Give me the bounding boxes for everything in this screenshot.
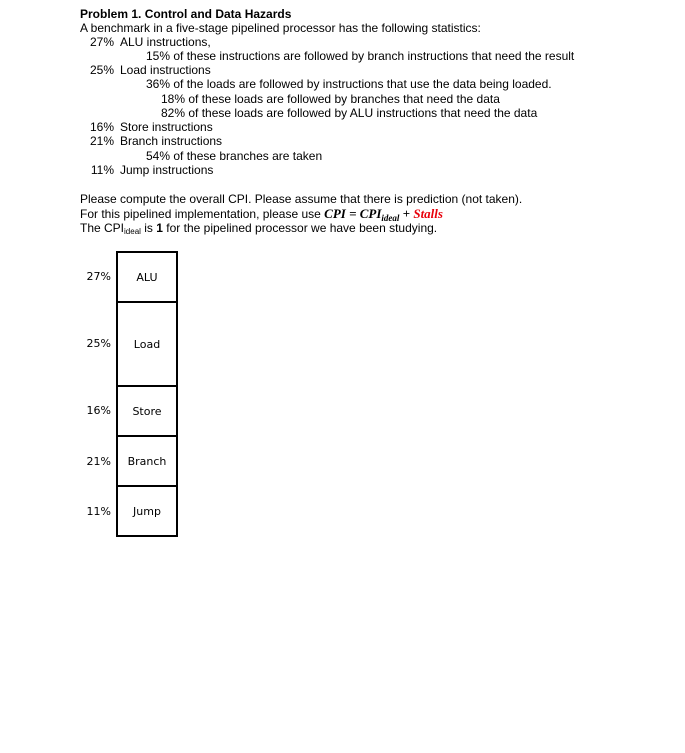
- formula-cpi: CPI: [359, 206, 382, 221]
- stat-branch-text: Branch instructions: [120, 134, 223, 148]
- stat-load-note-1: 36% of the loads are followed by instructions that use the data being loaded.: [146, 77, 552, 91]
- stat-alu-text: ALU instructions,: [120, 35, 211, 49]
- stat-load-pct: 25%: [89, 63, 114, 77]
- cpi-ideal-line: [80, 221, 437, 239]
- diagram-pct-jump: 11%: [86, 505, 111, 518]
- problem-intro: A benchmark in a five-stage pipelined processor has the following statistics:: [80, 21, 481, 35]
- formula-sub: ideal: [381, 213, 400, 223]
- stat-alu: [80, 35, 211, 49]
- diagram-box-load: [116, 301, 178, 387]
- diagram-label-store: Store: [132, 404, 162, 418]
- stat-jump-text: Jump instructions: [120, 163, 214, 177]
- diagram-pct-store: 16%: [86, 404, 111, 417]
- formula-equals: =: [345, 206, 360, 221]
- stat-jump-pct: 11%: [90, 163, 114, 177]
- diagram-box-alu: [116, 251, 178, 303]
- formula-stalls: Stalls: [413, 206, 443, 221]
- formula-plus: +: [399, 206, 414, 221]
- stat-jump: [80, 163, 213, 177]
- cpi-sub: ideal: [124, 227, 141, 236]
- diagram-box-jump: [116, 485, 178, 537]
- diagram-label-alu: ALU: [136, 270, 158, 284]
- diagram-pct-branch: 21%: [86, 455, 111, 468]
- formula-lhs: CPI: [324, 206, 346, 221]
- diagram-pct-alu: 27%: [86, 270, 111, 283]
- problem-title: Problem 1. Control and Data Hazards: [80, 7, 292, 21]
- diagram-label-branch: Branch: [127, 454, 167, 468]
- stat-store: [80, 120, 213, 134]
- formula-intro: For this pipelined implementation, please use: [80, 207, 321, 221]
- question-text: Please compute the overall CPI. Please assume that there is prediction (not taken).: [80, 192, 523, 206]
- stat-alu-note: 15% of these instructions are followed by branch instructions that need the result: [146, 49, 575, 63]
- diagram-label-load: Load: [133, 337, 161, 351]
- diagram-box-branch: [116, 435, 178, 487]
- stat-branch: [80, 134, 222, 148]
- diagram-box-store: [116, 385, 178, 437]
- cpi-value: 1: [156, 221, 163, 235]
- cpi-prefix: The CPI: [80, 221, 125, 235]
- stat-load-note-2: 18% of these loads are followed by branches that need the data: [161, 92, 500, 106]
- stat-store-text: Store instructions: [120, 120, 213, 134]
- stat-load-text: Load instructions: [120, 63, 211, 77]
- stat-load-note-3: 82% of these loads are followed by ALU instructions that need the data: [161, 106, 538, 120]
- stat-branch-note: 54% of these branches are taken: [146, 149, 323, 163]
- stat-alu-pct: 27%: [89, 35, 114, 49]
- stat-load: [80, 63, 211, 77]
- cpi-suffix: for the pipelined processor we have been studying.: [162, 221, 438, 235]
- cpi-middle: is: [140, 221, 157, 235]
- stat-store-pct: 16%: [89, 120, 114, 134]
- diagram-pct-load: 25%: [86, 337, 111, 350]
- diagram-label-jump: Jump: [133, 504, 161, 518]
- stat-branch-pct: 21%: [89, 134, 114, 148]
